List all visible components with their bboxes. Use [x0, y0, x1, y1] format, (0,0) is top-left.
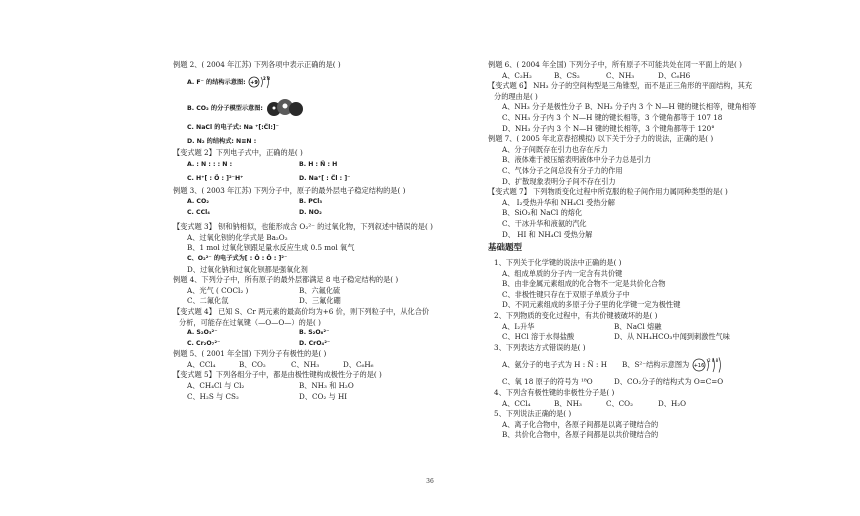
q6-option-a: A、C₂H₂ [502, 70, 532, 80]
v4-option-d: D. CrO₄²⁻ [299, 339, 331, 347]
v3-option-d: D、过氧化钠和过氧化钡都是强氧化剂 [187, 264, 308, 274]
b4-option-a: A、CCl₄ [502, 398, 531, 408]
q5-option-c: C、NH₃ [291, 359, 320, 369]
v5-option-c: C、H₂S 与 CS₂ [187, 391, 239, 401]
q5-options [173, 360, 465, 371]
q3-option-a: A. CO₂ [187, 197, 209, 205]
q5-option-a: A、CCl₄ [187, 359, 216, 369]
v7-stem: 【变式题 7】 下列物质变化过程中所克服的粒子间作用力属同种类型的是( ) [488, 187, 728, 197]
b4-option-b: B、NH₃ [554, 398, 582, 408]
q7-option-c: C、气体分子之间总没有分子力的作用 [502, 165, 623, 175]
q5-stem: 例题 5、( 2001 年全国) 下列分子有极性的是( ) [173, 349, 327, 359]
q6-option-d: D、C₆H6 [658, 70, 691, 80]
q2-option-a [173, 75, 465, 89]
v5-option-b: B、NH₃ 和 H₂O [299, 381, 354, 391]
q7-option-b: B、液体难于被压缩表明液体中分子力总是引力 [502, 155, 652, 165]
q2-option-d: D. N₂ 的结构式: N≡N : [187, 138, 257, 146]
b4-option-c: C、CO₂ [606, 398, 633, 408]
b1-option-c: C、非极性键只存在于双原子单质分子中 [502, 289, 630, 299]
s-nucleus-label: +16 [693, 363, 704, 370]
q6-option-c: C、NH₃ [606, 70, 635, 80]
v2-options-ab [173, 158, 465, 172]
q3-stem: 例题 3、( 2003 年江苏) 下列分子中，原子的最外层电子稳定结构的是( ) [173, 186, 406, 196]
v6-option-ab: A、NH₃ 分子是极性分子 B、NH₃ 分子内 3 个 N—H 键的键长相等，键角相等 [502, 102, 757, 112]
b3-option-b: B、S²⁻结构示意图为 [622, 360, 690, 370]
q6-option-b: B、CS₂ [554, 70, 580, 80]
b1-option-b: B、由非金属元素组成的化合物不一定是共价化合物 [502, 279, 666, 289]
q5-option-b: B、CO₂ [239, 359, 266, 369]
q4-option-a: A、光气 ( COCl₂ ) [187, 285, 249, 295]
b4-option-d: D、H₂O [658, 398, 686, 408]
q2-option-c: C. NaCl 的电子式: Na ⁺[:C̈l:]⁻ [187, 123, 279, 131]
b3-options-cd [488, 377, 788, 388]
b1-option-d: D、不同元素组成的多原子分子里的化学键一定为极性键 [502, 300, 681, 310]
b3-stem: 3、下列表达方式错误的是( ) [494, 342, 586, 352]
b5-option-a: A、离子化合物中，各原子间都是以离子键结合的 [502, 419, 659, 429]
v2-options-cd [173, 172, 465, 186]
basics-heading: 基础题型 [488, 243, 523, 254]
b2-option-d: D、从 NH₄HCO₃中闻到刺激性气味 [614, 332, 730, 342]
q2-option-b [173, 98, 465, 119]
q4-stem: 例题 4、下列分子中，所有原子的最外层都满足 8 电子稳定结构的是( ) [173, 275, 399, 285]
v7-option-a: A、 I₂受热升华和 NH₄Cl 受热分解 [502, 197, 615, 207]
b3-option-c: C、氧 18 原子的符号为 ¹⁸O [502, 377, 593, 387]
v6-option-d: D、NH₃ 分子内 3 个 N—H 键的键长相等，3 个键角都等于 120° [502, 123, 715, 133]
v6-stem: 【变式题 6】 NH₃ 分子的空间构型是三角锥型，而不是正三角形的平面结构，其充 [488, 81, 753, 91]
f-nucleus-label: +9 [249, 79, 258, 86]
b2-option-a: A、I₂升华 [502, 321, 535, 331]
b5-stem: 5、下列说法正确的是( ) [494, 409, 572, 419]
v2-option-c: C. H⁺[ : Ö : ]²⁻H⁺ [187, 175, 244, 183]
v7-option-b: B、SiO₂和 NaCl 的熔化 [502, 208, 583, 218]
v5-stem: 【变式题 5】下列各组分子中，都是由极性键构成极性分子的是( ) [173, 370, 382, 380]
v7-option-c: C、干冰升华和液氨的汽化 [502, 218, 587, 228]
b2-option-b: B、NaCl 熔融 [614, 321, 662, 331]
q3-options-cd [173, 208, 465, 219]
v5-option-a: A、CH₄Cl 与 Cl₂ [187, 381, 245, 391]
q2-option-a-text: A. F⁻ 的结构示意图: [187, 78, 246, 86]
q7-stem: 例题 7、( 2005 年北京春招模拟) 以下关于分子力的说法，正确的是( ) [488, 134, 714, 144]
b3-option-a: A、氨分子的电子式为 H : N̈ : H [502, 360, 607, 370]
co2-molecule-model-icon [265, 98, 305, 118]
q3-options-ab [173, 197, 465, 208]
f-shells-label: 2 8 [262, 75, 270, 81]
v4-stem-cont: 分析，可能存在过氧键（—O—O—）的是( ) [179, 317, 321, 327]
q4-option-b: B、六氟化硫 [299, 285, 341, 295]
b3-options-ab [488, 353, 788, 377]
v2-option-a: A. : N : : : N : [187, 161, 233, 169]
q7-option-d: D、扩散现象表明分子间不存在引力 [502, 176, 616, 186]
b3-option-d: D、CO₂分子的结构式为 O=C=O [614, 377, 724, 387]
v3-option-c: C、O₂²⁻ 的电子式为[ : Ö : Ö : ]²⁻ [187, 254, 288, 262]
q2-option-b-text: B. CO₂ 的分子模型示意图: [187, 104, 263, 112]
b5-option-b: B、共价化合物中，各原子间都是以共价键结合的 [502, 430, 659, 440]
fluoride-structure-diagram [248, 75, 278, 89]
q6-stem: 例题 6、( 2004 年全国) 下列分子中，所有原子不可能共处在同一平面上的是( ) [488, 60, 742, 69]
b4-stem: 4、下列含有极性键的非极性分子是( ) [494, 388, 615, 398]
v4-stem: 【变式题 4】 已知 S、Cr 两元素的最高价均为+6 价，则下列粒子中，从化合价 [173, 306, 430, 316]
v4-option-c: C. Cr₂O₇²⁻ [187, 339, 221, 347]
b2-stem: 2、下列物质的变化过程中，有共价键被破坏的是( ) [494, 311, 658, 321]
q4-options-cd [173, 296, 465, 307]
q6-options [488, 71, 788, 82]
q7-option-a: A、分子间既存在引力也存在斥力 [502, 144, 608, 154]
b1-option-a: A、组成单质的分子内一定含有共价键 [502, 268, 623, 278]
b2-option-c: C、HCl 溶于水得盐酸 [502, 332, 575, 342]
s-shells-label: 2 8 8 [707, 358, 718, 364]
v2-stem: 【变式题 2】下列电子式中，正确的是( ) [173, 147, 303, 157]
v3-option-a: A、过氧化钡的化学式是 Ba₂O₂ [187, 232, 288, 242]
q2-stem: 例题 2、( 2004 年江苏) 下列各项中表示正确的是( ) [173, 60, 341, 69]
right-column [488, 60, 788, 441]
v4-options-ab [173, 328, 465, 339]
v5-option-d: D、CO₂ 与 HI [299, 391, 348, 401]
sulfide-structure-diagram [692, 357, 732, 373]
v7-option-d: D、 HI 和 NH₄Cl 受热分解 [502, 229, 593, 239]
q4-options-ab [173, 286, 465, 297]
q3-option-d: D. NO₂ [299, 208, 322, 216]
b2-options-ab [488, 322, 788, 333]
v4-options-cd [173, 339, 465, 350]
q3-option-b: B. PCl₃ [299, 197, 323, 205]
q3-option-c: C. CCl₄ [187, 208, 210, 216]
v6-option-c: C、NH₃ 分子内 3 个 N—H 键的键长相等，3 个键角都等于 107 18 [502, 112, 723, 122]
q5-option-d: D、C₆H₆ [343, 359, 374, 369]
page-number: 36 [426, 478, 434, 485]
b1-stem: 1、下列关于化学键的说法中正确的是( ) [494, 258, 622, 268]
v5-options-ab [173, 381, 465, 392]
b4-options [488, 399, 788, 410]
v5-options-cd [173, 392, 465, 403]
v4-option-b: B. S₂O₈²⁻ [299, 329, 330, 337]
v2-option-d: D. Na⁺[ : C̈l : ]⁻ [299, 175, 351, 183]
q4-option-c: C、二氟化氙 [187, 296, 229, 306]
v4-option-a: A. S₂O₃²⁻ [187, 329, 218, 337]
b2-options-cd [488, 332, 788, 343]
v2-option-b: B. H : N̈ : H [299, 161, 338, 169]
left-column [173, 60, 465, 402]
v6-stem-cont: 分的理由是( ) [494, 91, 538, 101]
q4-option-d: D、三氟化硼 [299, 296, 341, 306]
v3-option-b: B、1 mol 过氧化钡跟足量水反应生成 0.5 mol 氧气 [187, 243, 355, 253]
v3-stem: 【变式题 3】 钡和钠相似，也能形成含 O₂²⁻ 的过氧化物，下列叙述中错误的是( ) [173, 222, 433, 232]
